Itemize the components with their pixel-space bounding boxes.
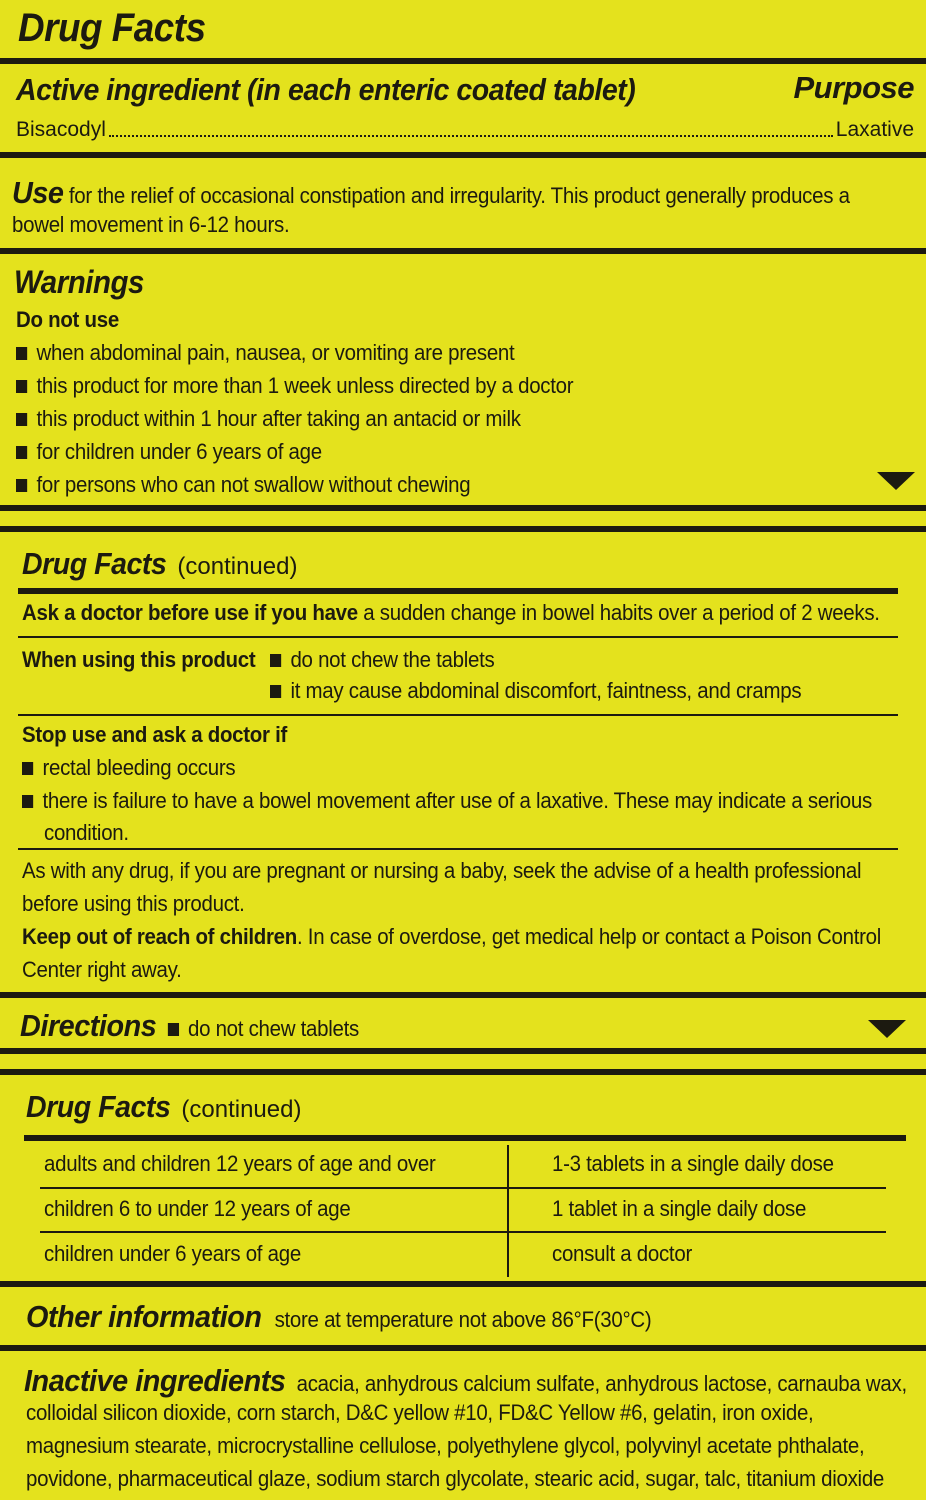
keep-out-line-2: Center right away. [22, 957, 182, 982]
bullet-icon [16, 347, 27, 360]
divider [0, 1345, 926, 1351]
stop-use-item: rectal bleeding occurs [22, 755, 235, 781]
stop-use-item-continuation: condition. [44, 820, 129, 845]
ingredient-name: Bisacodyl [16, 118, 106, 141]
table-row-divider [40, 1231, 886, 1233]
stop-use-item: there is failure to have a bowel movement after use of a laxative. These may indicate a serious [22, 788, 872, 814]
drug-facts-panel-3 [0, 1055, 926, 1500]
divider [24, 1135, 906, 1141]
divider [18, 588, 898, 594]
inactive-ingredients-line-2: colloidal silicon dioxide, corn starch, D&C yellow #10, FD&C Yellow #6, gelatin, iron oxide, [26, 1400, 814, 1425]
divider [0, 505, 926, 511]
table-row-divider [40, 1187, 886, 1189]
panel-3-title [26, 1089, 301, 1125]
do-not-use-heading: Do not use [16, 307, 119, 332]
do-not-use-item: this product within 1 hour after taking an antacid or milk [16, 406, 521, 432]
dosage-amount: consult a doctor [552, 1241, 692, 1266]
when-using-heading: When using this product [22, 647, 256, 672]
divider [0, 58, 926, 64]
divider [18, 636, 898, 638]
other-information-text: store at temperature not above 86°F(30°C) [274, 1307, 652, 1332]
continued-arrow-icon [868, 1020, 906, 1038]
directions-text: do not chew tablets [187, 1016, 359, 1041]
dosage-group: children 6 to under 12 years of age [44, 1196, 351, 1221]
ask-doctor-heading: Ask a doctor before use if you have [22, 600, 358, 625]
continued-label: (continued) [181, 1096, 302, 1123]
bullet-icon [270, 654, 281, 667]
divider [0, 526, 926, 532]
keep-out-line-1 [22, 924, 881, 950]
divider [18, 848, 898, 850]
continued-label: (continued) [177, 553, 298, 580]
drug-facts-title: Drug Facts [26, 1089, 171, 1124]
directions-line [20, 1008, 359, 1044]
bullet-icon [270, 685, 281, 698]
ingredient-row [16, 118, 914, 142]
drug-facts-panel-1 [0, 0, 926, 512]
divider [0, 152, 926, 158]
divider [0, 1281, 926, 1287]
bullet-icon [16, 446, 27, 459]
dosage-amount: 1-3 tablets in a single daily dose [552, 1151, 834, 1176]
do-not-use-item: this product for more than 1 week unless directed by a doctor [16, 373, 573, 399]
bullet-icon [16, 380, 27, 393]
dosage-group: children under 6 years of age [44, 1241, 301, 1266]
dotted-leader [109, 135, 833, 137]
other-information-line [26, 1299, 651, 1335]
dosage-amount: 1 tablet in a single daily dose [552, 1196, 807, 1221]
drug-facts-panel-2 [0, 512, 926, 1055]
use-heading: Use [12, 175, 64, 210]
do-not-use-item: for persons who can not swallow without chewing [16, 472, 470, 498]
pregnancy-warning-2: before using this product. [22, 891, 245, 916]
bullet-icon [16, 479, 27, 492]
other-information-heading: Other information [26, 1299, 262, 1334]
continued-arrow-icon [877, 472, 915, 490]
do-not-use-item: when abdominal pain, nausea, or vomiting are present [16, 340, 514, 366]
directions-heading: Directions [20, 1008, 157, 1043]
use-line-2: bowel movement in 6-12 hours. [12, 212, 290, 237]
inactive-ingredients-line-1 [24, 1363, 907, 1399]
panel-2-title [22, 546, 297, 582]
active-ingredient-heading: Active ingredient (in each enteric coated tablet) [16, 72, 636, 107]
ask-doctor-line [22, 600, 880, 626]
dosage-group: adults and children 12 years of age and over [44, 1151, 436, 1176]
keep-out-text: . In case of overdose, get medical help or contact a Poison Control [296, 924, 882, 949]
ingredient-purpose: Laxative [835, 118, 914, 141]
inactive-ingredients-text: acacia, anhydrous calcium sulfate, anhydrous lactose, carnauba wax, [296, 1371, 907, 1396]
page-title: Drug Facts [18, 6, 206, 50]
do-not-use-item: for children under 6 years of age [16, 439, 322, 465]
when-using-item: it may cause abdominal discomfort, faintness, and cramps [270, 678, 801, 704]
divider [18, 714, 898, 716]
bullet-icon [22, 795, 33, 808]
inactive-ingredients-line-3: magnesium stearate, microcrystalline cellulose, polyethylene glycol, polyvinyl acetate phthalate, [26, 1433, 865, 1458]
ask-doctor-text: a sudden change in bowel habits over a period of 2 weeks. [357, 600, 880, 625]
use-line-1 [12, 175, 850, 211]
table-column-divider [507, 1145, 509, 1277]
divider [0, 248, 926, 254]
keep-out-heading: Keep out of reach of children [22, 924, 297, 949]
purpose-heading: Purpose [793, 70, 914, 105]
when-using-item: do not chew the tablets [270, 647, 494, 673]
bullet-icon [16, 413, 27, 426]
stop-use-heading: Stop use and ask a doctor if [22, 722, 288, 747]
inactive-ingredients-heading: Inactive ingredients [24, 1363, 286, 1398]
divider [0, 992, 926, 998]
bullet-icon [22, 762, 33, 775]
divider [0, 1069, 926, 1075]
inactive-ingredients-line-4: povidone, pharmaceutical glaze, sodium starch glycolate, stearic acid, sugar, talc, titanium dioxide [26, 1466, 885, 1491]
warnings-heading: Warnings [14, 264, 144, 300]
drug-facts-title: Drug Facts [22, 546, 167, 581]
use-text: for the relief of occasional constipation and irregularity. This product generally produces a [63, 183, 850, 208]
divider [0, 1048, 926, 1054]
bullet-icon [168, 1023, 179, 1036]
pregnancy-warning-1: As with any drug, if you are pregnant or nursing a baby, seek the advise of a health professional [22, 858, 862, 883]
